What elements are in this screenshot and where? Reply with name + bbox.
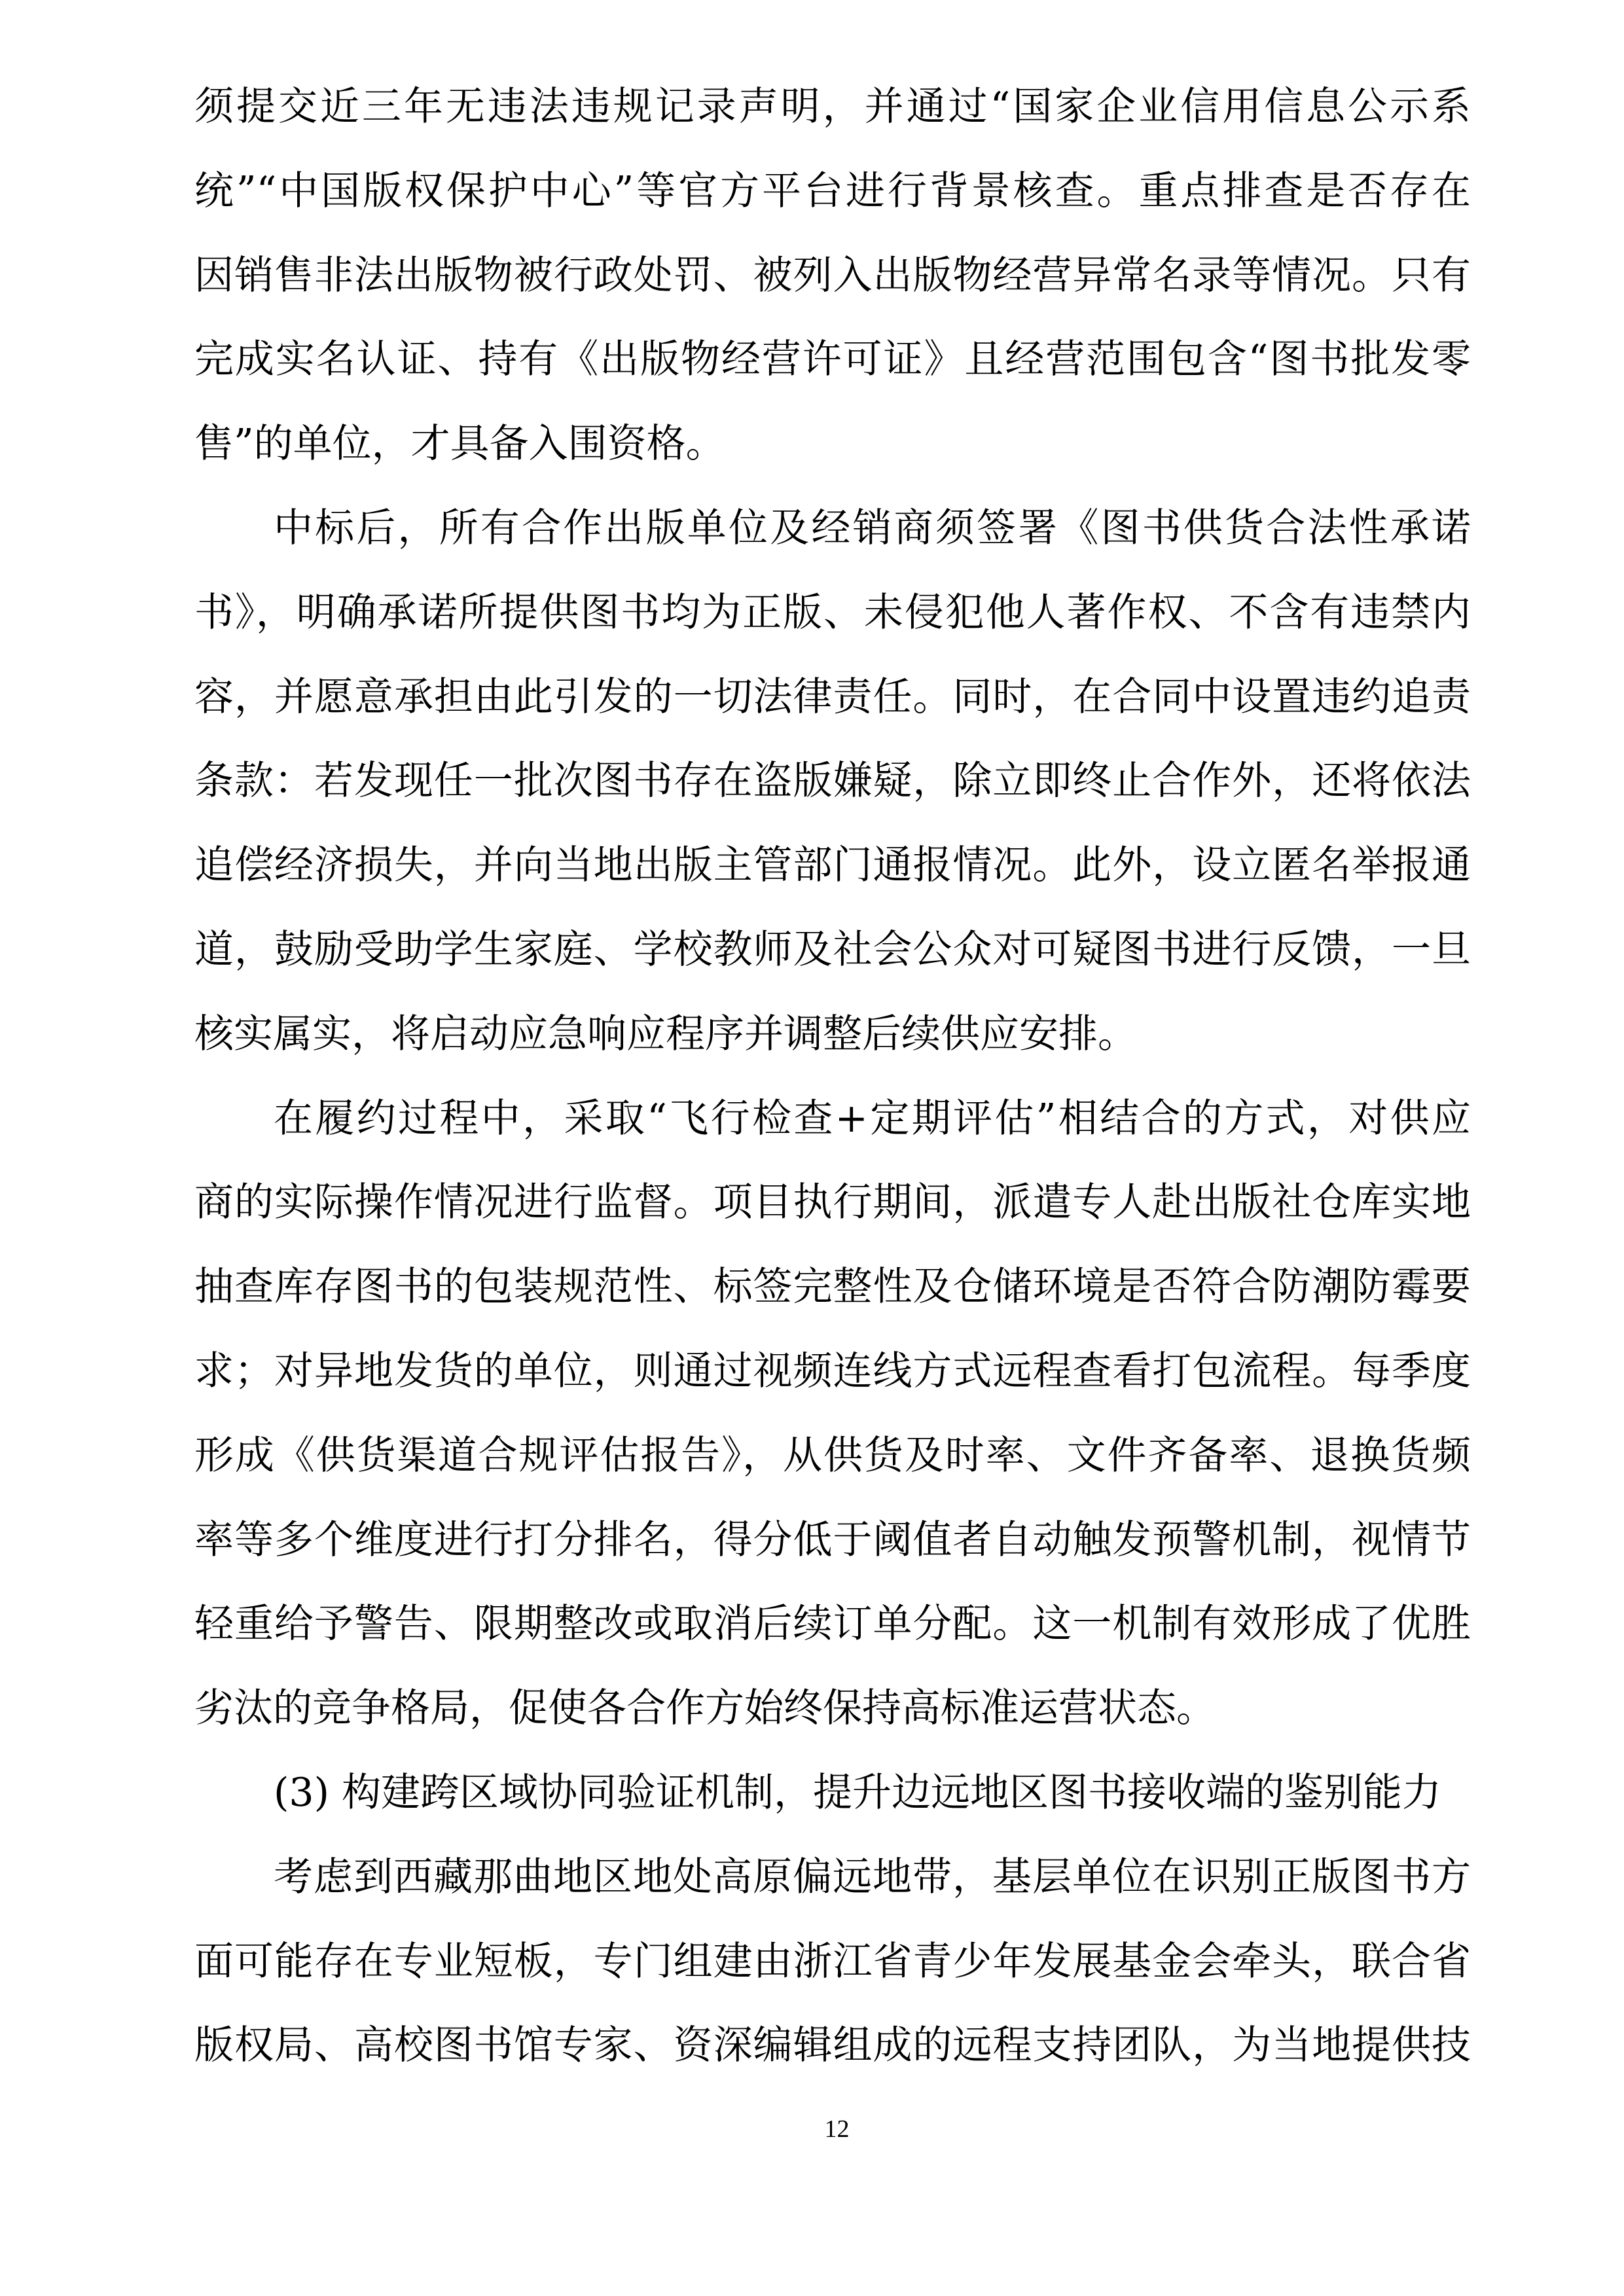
text-line: 统”“中国版权保护中心”等官方平台进行背景核查。重点排查是否存在: [194, 168, 1471, 214]
text-line: 容，并愿意承担由此引发的一切法律责任。同时，在合同中设置违约追责: [194, 673, 1471, 720]
text-line: 须提交近三年无违法违规记录声明，并通过“国家企业信用信息公示系: [194, 84, 1471, 130]
text-line: 形成《供货渠道合规评估报告》，从供货及时率、文件齐备率、退换货频: [194, 1432, 1471, 1479]
text-line: 售”的单位，才具备入围资格。: [194, 421, 725, 467]
text-line: 轻重给予警告、限期整改或取消后续订单分配。这一机制有效形成了优胜: [194, 1601, 1471, 1647]
text-line: 劣汰的竞争格局，促使各合作方始终保持高标准运营状态。: [194, 1685, 1216, 1732]
text-line: 完成实名认证、持有《出版物经营许可证》且经营范围包含“图书批发零: [194, 336, 1471, 383]
text-line: 条款：若发现任一批次图书存在盗版嫌疑，除立即终止合作外，还将依法: [194, 758, 1471, 804]
text-line: 道，鼓励受助学生家庭、学校教师及社会公众对可疑图书进行反馈，一旦: [194, 926, 1471, 973]
text-line: 中标后，所有合作出版单位及经销商须签署《图书供货合法性承诺: [274, 505, 1471, 551]
text-line: 版权局、高校图书馆专家、资深编辑组成的远程支持团队，为当地提供技: [194, 2022, 1471, 2069]
text-line: 在履约过程中，采取“飞行检查+定期评估”相结合的方式，对供应: [274, 1095, 1471, 1141]
paragraph-continued: [194, 65, 1471, 486]
text-line: 抽查库存图书的包装规范性、标签完整性及仓储环境是否符合防潮防霉要: [194, 1264, 1471, 1310]
body-text: [194, 65, 1471, 2088]
section-heading: [194, 1751, 1471, 1835]
paragraph-commitment: [194, 486, 1471, 1077]
heading-line: (3) 构建跨区域协同验证机制，提升边远地区图书接收端的鉴别能力: [274, 1769, 1442, 1816]
text-line: 因销售非法出版物被行政处罚、被列入出版物经营异常名录等情况。只有: [194, 252, 1471, 298]
text-line: 率等多个维度进行打分排名，得分低于阈值者自动触发预警机制，视情节: [194, 1516, 1471, 1563]
text-line: 书》，明确承诺所提供图书均为正版、未侵犯他人著作权、不含有违禁内: [194, 589, 1471, 636]
text-line: 面可能存在专业短板，专门组建由浙江省青少年发展基金会牵头，联合省: [194, 1938, 1471, 1984]
text-line: 求；对异地发货的单位，则通过视频连线方式远程查看打包流程。每季度: [194, 1348, 1471, 1394]
text-line: 追偿经济损失，并向当地出版主管部门通报情况。此外，设立匿名举报通: [194, 842, 1471, 889]
text-line: 核实属实，将启动应急响应程序并调整后续供应安排。: [194, 1011, 1137, 1057]
text-line: 商的实际操作情况进行监督。项目执行期间，派遣专人赴出版社仓库实地: [194, 1179, 1471, 1226]
paragraph-supervision: [194, 1077, 1471, 1751]
text-line: 考虑到西藏那曲地区地处高原偏远地带，基层单位在识别正版图书方: [274, 1854, 1471, 1900]
paragraph-remote-support: [194, 1835, 1471, 2088]
page-number: 12: [824, 2115, 850, 2143]
